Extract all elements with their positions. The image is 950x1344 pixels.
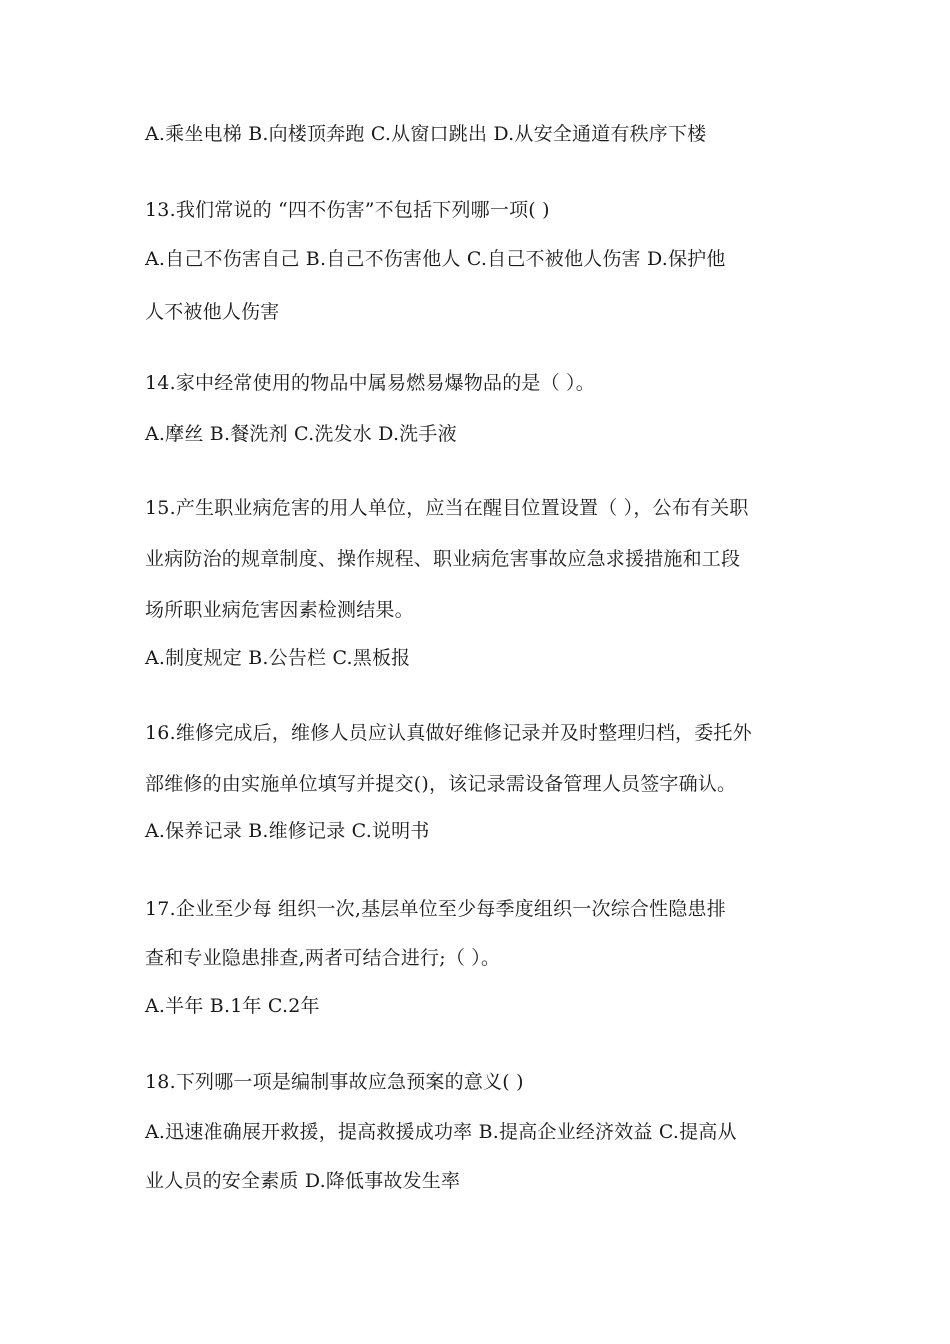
q14-question: 14.家中经常使用的物品中属易燃易爆物品的是（ ）。 [145,372,595,394]
q17-question-line2: 查和专业隐患排查,两者可结合进行;（ ）。 [145,947,501,969]
q18-options-line2: 业人员的安全素质 D.降低事故发生率 [145,1170,461,1192]
q13-options-line1: A.自己不伤害自己 B.自己不伤害他人 C.自己不被他人伤害 D.保护他 [145,248,726,270]
q15-question-line3: 场所职业病危害因素检测结果。 [145,599,414,621]
q16-options: A.保养记录 B.维修记录 C.说明书 [145,820,430,842]
q12-options: A.乘坐电梯 B.向楼顶奔跑 C.从窗口跳出 D.从安全通道有秩序下楼 [145,123,707,145]
q13-question: 13.我们常说的 “四不伤害”不包括下列哪一项( ) [145,199,550,221]
q16-question-line1: 16.维修完成后，维修人员应认真做好维修记录并及时整理归档，委托外 [145,722,752,744]
q13-options-line2: 人不被他人伤害 [145,301,280,323]
q17-question-line1: 17.企业至少每 组织一次,基层单位至少每季度组织一次综合性隐患排 [145,898,726,920]
q14-options: A.摩丝 B.餐洗剂 C.洗发水 D.洗手液 [145,423,457,445]
q15-question-line1: 15.产生职业病危害的用人单位，应当在醒目位置设置（ ），公布有关职 [145,497,749,519]
q18-options-line1: A.迅速准确展开救援，提高救援成功率 B.提高企业经济效益 C.提高从 [145,1121,737,1143]
q15-question-line2: 业病防治的规章制度、操作规程、职业病危害事故应急求援措施和工段 [145,548,741,570]
q17-options: A.半年 B.1年 C.2年 [145,995,320,1017]
q15-options: A.制度规定 B.公告栏 C.黑板报 [145,647,411,669]
q16-question-line2: 部维修的由实施单位填写并提交()，该记录需设备管理人员签字确认。 [145,773,737,795]
q18-question: 18.下列哪一项是编制事故应急预案的意义( ) [145,1071,524,1093]
